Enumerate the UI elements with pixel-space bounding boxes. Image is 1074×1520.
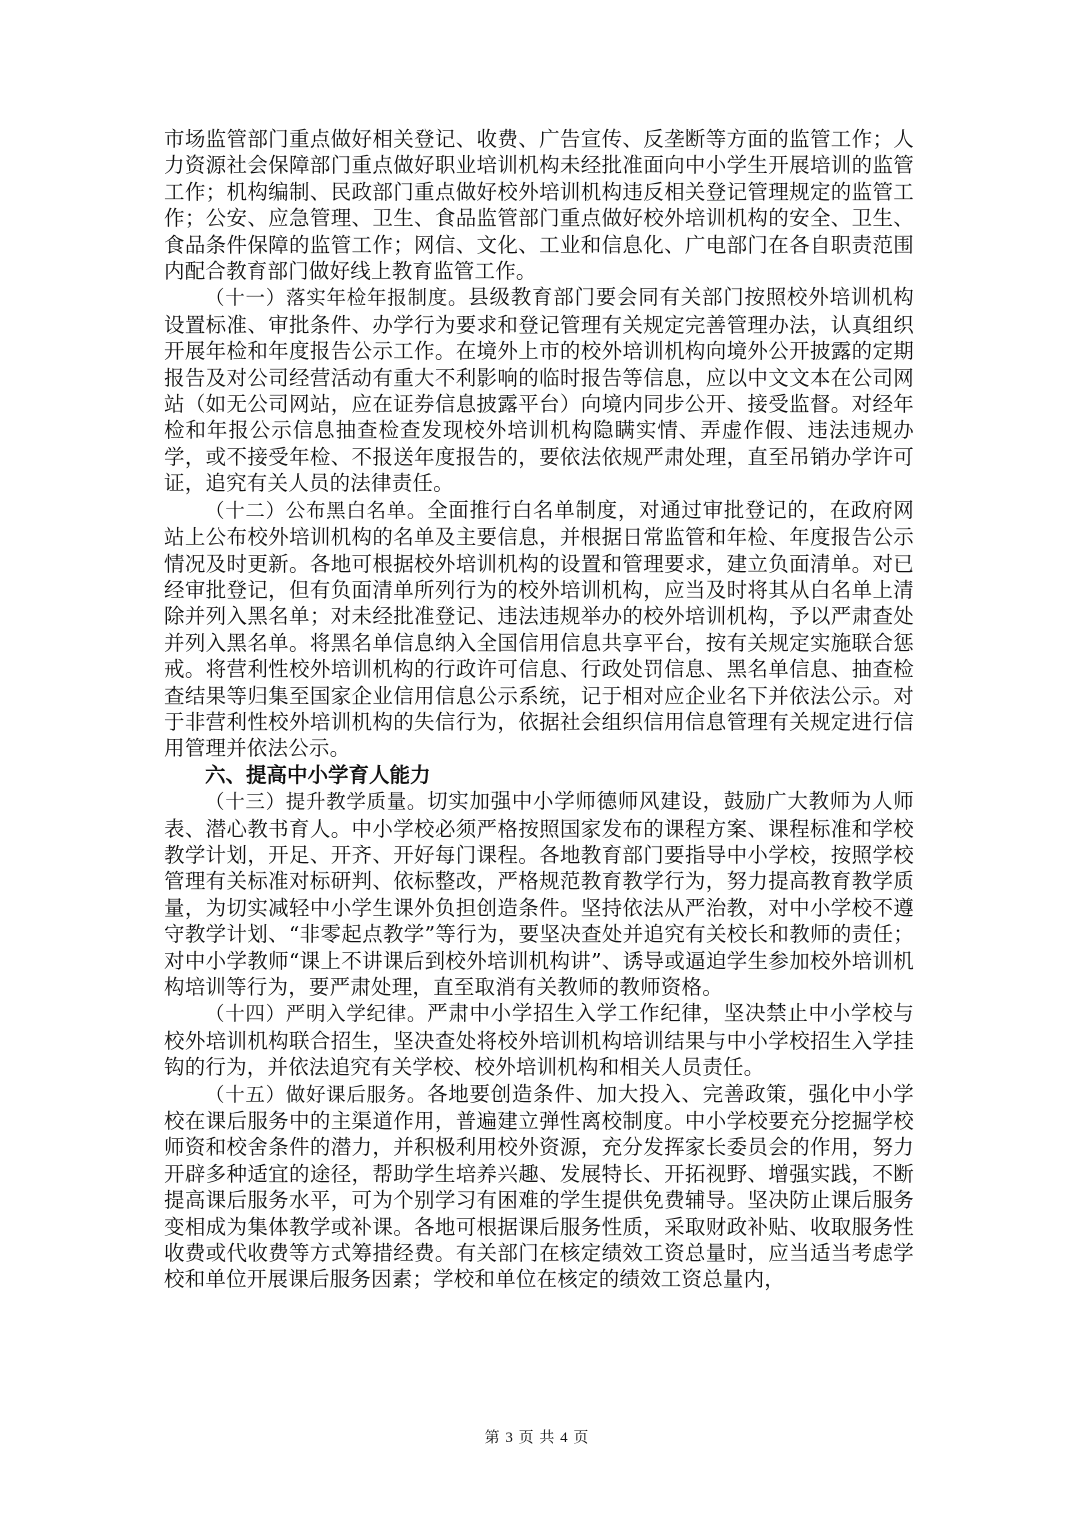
paragraph-lead: （十四）严明入学纪律。 bbox=[205, 1002, 428, 1026]
paragraph-text: 全面推行白名单制度，对通过审批登记的，在政府网站上公布校外培训机构的名单及主要信息，并根据日常监管和年检、年度报告公示情况及时更新。各地可根据校外培训机构的设置和管理要求，建立负面清单。对已经审批登记，但有负面清单所列行为的校外培训机构，应当及时将其从白名单上清除并列入黑名单；对未经批准登记、违法违规举办的校外培训机构，予以严肃查处并列入黑名单。将黑名单信息纳入全国信用信息共享平台，按有关规定实施联合惩戒。将营利性校外培训机构的行政许可信息、行政处罚信息、黑名单信息、抽查检查结果等归集至国家企业信用信息公示系统，记于相对应企业名下并依法公示。对于非营利性校外培训机构的失信行为，依据社会组织信用信息管理有关规定进行信用管理并依法公示。 bbox=[164, 497, 914, 761]
paragraph-text: 市场监管部门重点做好相关登记、收费、广告宣传、反垄断等方面的监管工作；人力资源社会保障部门重点做好职业培训机构未经批准面向中小学生开展培训的监管工作；机构编制、民政部门重点做好校外培训机构违反相关登记管理规定的监管工作；公安、应急管理、卫生、食品监管部门重点做好校外培训机构的安全、卫生、食品条件保障的监管工作；网信、文化、工业和信息化、广电部门在各自职责范围内配合教育部门做好线上教育监管工作。 bbox=[164, 127, 914, 284]
paragraph-supervision-duties bbox=[164, 126, 914, 284]
paragraph-teaching-quality bbox=[164, 788, 914, 1000]
paragraph-blacklist-whitelist bbox=[164, 497, 914, 762]
paragraph-annual-inspection bbox=[164, 284, 914, 496]
document-page bbox=[164, 126, 914, 1293]
paragraph-enrollment-discipline bbox=[164, 1000, 914, 1080]
paragraph-text: 严肃中小学招生入学工作纪律，坚决禁止中小学校与校外培训机构联合招生，坚决查处将校外培训机构培训结果与中小学校招生入学挂钩的行为，并依法追究有关学校、校外培训机构和相关人员责任。 bbox=[164, 1001, 914, 1080]
page-number-footer: 第 3 页 共 4 页 bbox=[484, 1430, 590, 1446]
paragraph-after-school-service bbox=[164, 1081, 914, 1293]
paragraph-text: 县级教育部门要会同有关部门按照校外培训机构设置标准、审批条件、办学行为要求和登记管理有关规定完善管理办法，认真组织开展年检和年度报告公示工作。在境外上市的校外培训机构向境外公开披露的定期报告及对公司经营活动有重大不利影响的临时报告等信息，应以中文文本在公司网站（如无公司网站，应在证券信息披露平台）向境内同步公开、接受监督。对经年检和年报公示信息抽查检查发现校外培训机构隐瞒实情、弄虚作假、违法违规办学，或不接受年检、不报送年度报告的，要依法依规严肃处理，直至吊销办学许可证，追究有关人员的法律责任。 bbox=[164, 285, 914, 496]
paragraph-text: 各地要创造条件、加大投入、完善政策，强化中小学校在课后服务中的主渠道作用，普遍建立弹性离校制度。中小学校要充分挖掘学校师资和校舍条件的潜力，并积极利用校外资源，充分发挥家长委员会的作用，努力开辟多种适宜的途径，帮助学生培养兴趣、发展特长、开拓视野、增强实践，不断提高课后服务水平，可为个别学习有困难的学生提供免费辅导。坚决防止课后服务变相成为集体教学或补课。各地可根据课后服务性质，采取财政补贴、收取服务性收费或代收费等方式筹措经费。有关部门在核定绩效工资总量时，应当适当考虑学校和单位开展课后服务因素；学校和单位在核定的绩效工资总量内， bbox=[164, 1081, 914, 1292]
paragraph-lead: （十一）落实年检年报制度。 bbox=[205, 286, 469, 310]
paragraph-text: 切实加强中小学师德师风建设，鼓励广大教师为人师表、潜心教书育人。中小学校必须严格按照国家发布的课程方案、课程标准和学校教学计划，开足、开齐、开好每门课程。各地教育部门要指导中小学校，按照学校管理有关标准对标研判、依标整改，严格规范教育教学行为，努力提高教育教学质量，为切实减轻中小学生课外负担创造条件。坚持依法从严治教，对中小学校不遵守教学计划、“非零起点教学”等行为，要坚决查处并追究有关校长和教师的责任；对中小学教师“课上不讲课后到校外培训机构讲”、诱导或逼迫学生参加校外培训机构培训等行为，要严肃处理，直至取消有关教师的教师资格。 bbox=[164, 789, 914, 999]
paragraph-lead: （十五）做好课后服务。 bbox=[205, 1082, 428, 1106]
paragraph-lead: （十二）公布黑白名单。 bbox=[205, 498, 428, 522]
section-heading: 六、提高中小学育人能力 bbox=[205, 762, 431, 787]
paragraph-lead: （十三）提升教学质量。 bbox=[205, 790, 428, 814]
